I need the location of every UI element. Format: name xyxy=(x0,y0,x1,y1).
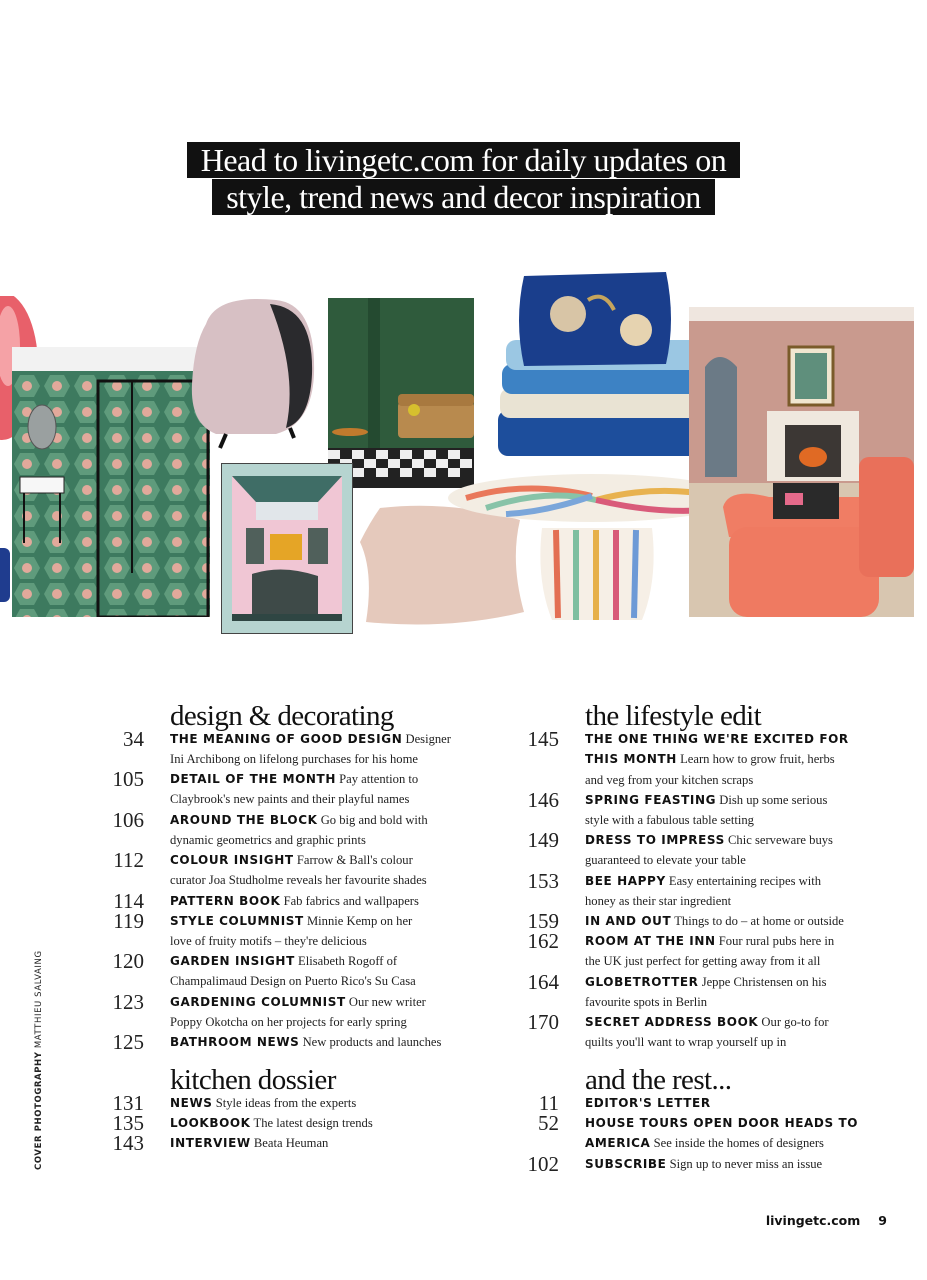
entry-desc: Four rural pubs here in xyxy=(718,934,835,948)
entry-heading-cont: THIS MONTH xyxy=(585,752,677,767)
page-number: 123 xyxy=(112,990,144,1014)
contents-entry[interactable] xyxy=(170,911,462,952)
page-number: 131 xyxy=(112,1091,144,1115)
contents-entry[interactable] xyxy=(170,992,462,1033)
entry-heading: BEE HAPPY xyxy=(585,874,666,888)
entry-desc: Elisabeth Rogoff of xyxy=(298,954,398,968)
entry-desc: Minnie Kemp on her xyxy=(306,914,413,928)
entry-desc: The latest design trends xyxy=(253,1116,373,1130)
promo-text-1: Head to livingetc.com for daily updates on xyxy=(187,142,741,178)
page-number: 114 xyxy=(113,889,144,913)
contents-entry[interactable] xyxy=(170,951,462,992)
contents-entry[interactable] xyxy=(170,1093,462,1113)
entry-desc: Champalimaud Design on Puerto Rico's Su Casa xyxy=(170,974,416,989)
entry-desc: the UK just perfect for getting away from it all xyxy=(585,954,821,969)
pink-sitting-room-image xyxy=(689,307,914,617)
pink-armchair-image xyxy=(186,294,320,450)
entry-desc: Our go-to for xyxy=(761,1015,829,1029)
entry-desc: Easy entertaining recipes with xyxy=(668,874,822,888)
contents-entry[interactable] xyxy=(170,810,462,851)
entry-desc: Jeppe Christensen on his xyxy=(701,975,827,989)
contents-entry[interactable] xyxy=(585,911,877,931)
entry-desc: favourite spots in Berlin xyxy=(585,995,708,1010)
entry-desc: quilts you'll want to wrap yourself up in xyxy=(585,1035,787,1050)
promo-text-2: style, trend news and decor inspiration xyxy=(212,179,715,215)
entry-desc: Go big and bold with xyxy=(320,813,428,827)
entry-desc: New products and launches xyxy=(302,1035,442,1049)
entry-desc: curator Joa Studholme reveals her favourite shades xyxy=(170,873,427,888)
entry-desc: Designer xyxy=(405,732,451,746)
footer-site[interactable]: livingetc.com xyxy=(765,1213,861,1228)
graphic-print-image xyxy=(221,463,353,634)
entry-desc: Our new writer xyxy=(348,995,426,1009)
entry-desc: Claybrook's new paints and their playful names xyxy=(170,792,410,807)
contents-entry[interactable] xyxy=(585,729,877,790)
stacked-cushions-image xyxy=(488,270,714,462)
page-number: 135 xyxy=(112,1111,144,1135)
entry-desc: and veg from your kitchen scraps xyxy=(585,772,754,787)
entry-heading: LOOKBOOK xyxy=(170,1116,251,1130)
page-number: 146 xyxy=(527,788,559,812)
page-number: 119 xyxy=(113,909,144,933)
entry-desc: style with a fabulous table setting xyxy=(585,813,754,828)
contents-entry[interactable] xyxy=(170,769,462,810)
page-number: 106 xyxy=(112,808,144,832)
entry-desc: Dish up some serious xyxy=(719,793,828,807)
rest-section-title: and the rest... xyxy=(585,1064,732,1096)
page-number: 125 xyxy=(112,1030,144,1054)
contents-entry[interactable] xyxy=(585,1113,877,1154)
page-number: 149 xyxy=(527,828,559,852)
entry-desc: Style ideas from the experts xyxy=(215,1096,357,1110)
entry-heading: GARDEN INSIGHT xyxy=(170,954,295,968)
page-number: 52 xyxy=(538,1111,559,1135)
page-number: 159 xyxy=(527,909,559,933)
entry-heading: STYLE COLUMNIST xyxy=(170,914,304,928)
entry-desc: Farrow & Ball's colour xyxy=(296,853,413,867)
contents-entry[interactable] xyxy=(585,931,877,972)
entry-heading: INTERVIEW xyxy=(170,1136,251,1150)
contents-entry[interactable] xyxy=(170,1032,462,1052)
entry-heading: GARDENING COLUMNIST xyxy=(170,995,346,1009)
contents-entry[interactable] xyxy=(170,1113,462,1133)
entry-heading: PATTERN BOOK xyxy=(170,894,281,908)
promo-line-2 xyxy=(0,179,927,215)
page-number: 153 xyxy=(527,869,559,893)
contents-entry[interactable] xyxy=(585,972,877,1013)
entry-heading: SUBSCRIBE xyxy=(585,1157,667,1171)
green-living-room-image xyxy=(328,298,474,488)
entry-desc: Sign up to never miss an issue xyxy=(669,1157,823,1171)
page-number: 162 xyxy=(527,929,559,953)
promo-line-1 xyxy=(0,142,927,178)
entry-heading: EDITOR'S LETTER xyxy=(585,1096,711,1110)
lifestyle-section-title: the lifestyle edit xyxy=(585,700,762,732)
page-number: 143 xyxy=(112,1131,144,1155)
contents-entry[interactable] xyxy=(170,891,462,911)
entry-heading: AROUND THE BLOCK xyxy=(170,813,318,827)
contents-entry[interactable] xyxy=(585,830,877,871)
entry-heading: SECRET ADDRESS BOOK xyxy=(585,1015,759,1029)
contents-entry[interactable] xyxy=(170,850,462,891)
contents-entry[interactable] xyxy=(585,1012,877,1053)
page-footer xyxy=(766,1213,887,1228)
entry-heading: DETAIL OF THE MONTH xyxy=(170,772,336,786)
entry-desc: guaranteed to elevate your table xyxy=(585,853,746,868)
page-number: 112 xyxy=(113,848,144,872)
page-number: 102 xyxy=(527,1152,559,1176)
entry-desc: Learn how to grow fruit, herbs xyxy=(680,752,835,767)
page-number: 34 xyxy=(123,727,144,751)
entry-desc: Chic serveware buys xyxy=(728,833,833,847)
footer-page-number: 9 xyxy=(878,1213,887,1228)
entry-heading: THE MEANING OF GOOD DESIGN xyxy=(170,732,403,746)
entry-heading: BATHROOM NEWS xyxy=(170,1035,300,1049)
entry-desc: See inside the homes of designers xyxy=(653,1136,824,1151)
page-number: 120 xyxy=(112,949,144,973)
contents-entry[interactable] xyxy=(585,790,877,831)
entry-heading: DRESS TO IMPRESS xyxy=(585,833,725,847)
entry-heading-cont: AMERICA xyxy=(585,1136,651,1151)
entry-desc: Pay attention to xyxy=(339,772,419,786)
entry-desc: love of fruity motifs – they're delicious xyxy=(170,934,367,949)
contents-entry[interactable] xyxy=(585,1093,877,1113)
page-number: 145 xyxy=(527,727,559,751)
entry-heading: HOUSE TOURS OPEN DOOR HEADS TO xyxy=(585,1116,859,1130)
entry-heading: IN AND OUT xyxy=(585,914,672,928)
entry-desc: Ini Archibong on lifelong purchases for his home xyxy=(170,752,418,767)
design-section-title: design & decorating xyxy=(170,700,394,732)
entry-heading: THE ONE THING WE'RE EXCITED FOR xyxy=(585,732,849,746)
entry-heading: GLOBETROTTER xyxy=(585,975,699,989)
page-number: 170 xyxy=(527,1010,559,1034)
entry-heading: COLOUR INSIGHT xyxy=(170,853,294,867)
entry-desc: dynamic geometrics and graphic prints xyxy=(170,833,366,848)
entry-desc: Fab fabrics and wallpapers xyxy=(283,894,419,908)
tiled-shower-room-image xyxy=(12,347,210,617)
page-number: 11 xyxy=(538,1091,559,1115)
entry-heading: SPRING FEASTING xyxy=(585,793,717,807)
entry-desc: honey as their star ingredient xyxy=(585,894,732,909)
blue-badge-icon xyxy=(0,548,10,602)
entry-heading: ROOM AT THE INN xyxy=(585,934,716,948)
credit-label: COVER PHOTOGRAPHY xyxy=(34,1051,44,1170)
page-number: 105 xyxy=(112,767,144,791)
contents-entry[interactable] xyxy=(585,871,877,912)
contents-entry[interactable] xyxy=(170,729,462,770)
credit-name: MATTHIEU SALVAING xyxy=(34,950,44,1049)
cover-photography-credit xyxy=(34,950,44,1170)
entry-desc: Beata Heuman xyxy=(253,1136,329,1150)
entry-heading: NEWS xyxy=(170,1096,213,1110)
entry-desc: Things to do – at home or outside xyxy=(674,914,844,928)
kitchen-section-title: kitchen dossier xyxy=(170,1064,336,1096)
page-number: 164 xyxy=(527,970,559,994)
contents-entry[interactable] xyxy=(170,1133,462,1153)
contents-entry[interactable] xyxy=(585,1154,877,1174)
entry-desc: Poppy Okotcha on her projects for early spring xyxy=(170,1015,407,1030)
